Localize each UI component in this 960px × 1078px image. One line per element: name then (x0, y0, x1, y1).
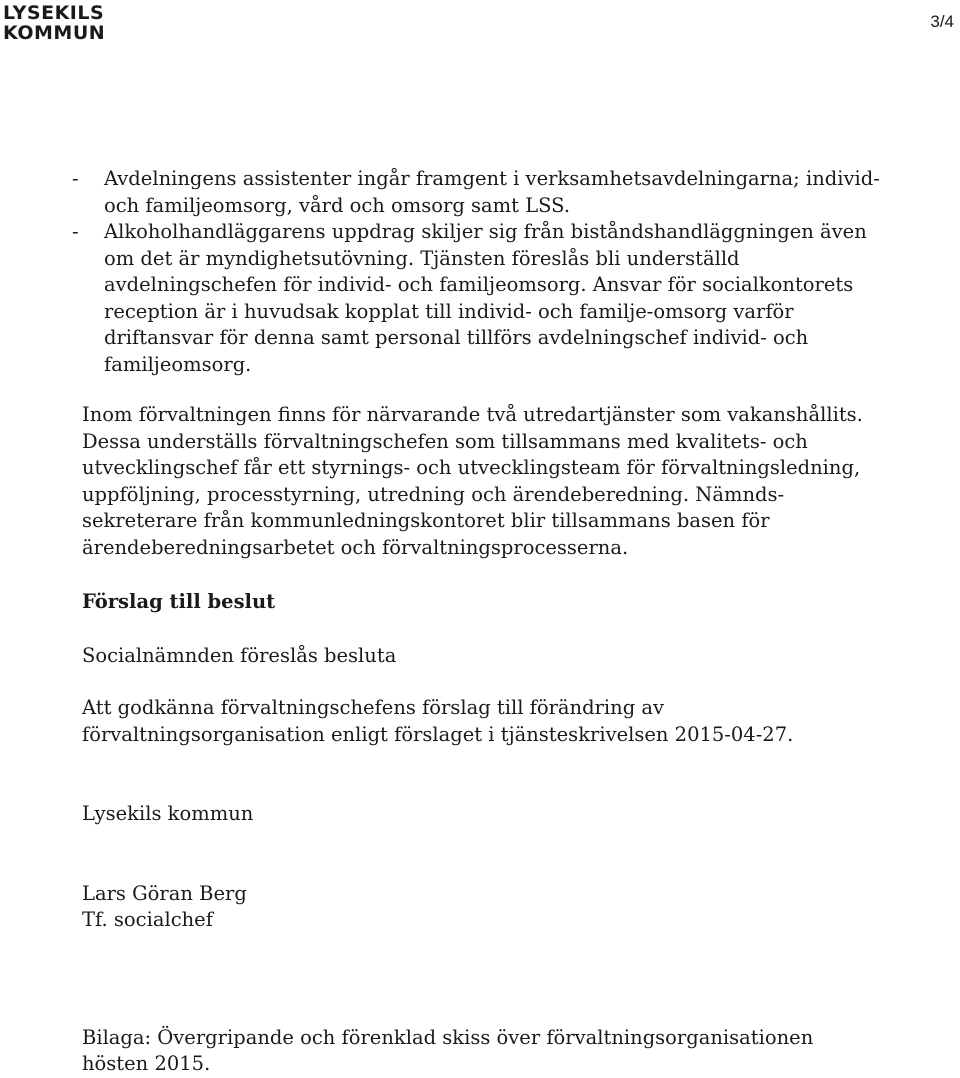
page-number: 3/4 (930, 12, 954, 31)
decision-intro: Socialnämnden föreslås besluta (82, 643, 397, 667)
signer-title: Tf. socialchef (82, 908, 213, 931)
signature-block (82, 881, 882, 934)
attachment-note: Bilaga: Övergripande och förenklad skiss över förvaltningsorganisationen hösten 2015. (82, 1025, 814, 1075)
bullet-text: Alkoholhandläggarens uppdrag skiljer sig från biståndshandläggningen även om det är myndighetsutövning. Tjänsten föreslås bli underställd avdelningschefen för individ- och familjeomsorg. Ansvar för socialkontorets reception är i huvudsak kopplat till individ- och familje-omsorg varför driftansvar för denna samt personal tillförs avdelningschef individ- och familjeomsorg. (104, 220, 867, 376)
bullet-item (35, 166, 892, 219)
document-body (72, 166, 882, 1078)
bullet-dash: - (72, 167, 79, 190)
decision-text: Att godkänna förvaltningschefens förslag till förändring av förvaltningsorganisation enligt förslaget i tjänsteskrivelsen 2015-04-27. (82, 696, 794, 746)
section-heading: Förslag till beslut (82, 590, 276, 613)
logo-line-1: LYSEKILS (3, 2, 105, 24)
signer-name: Lars Göran Berg (82, 881, 247, 905)
bullet-item (35, 219, 892, 378)
logo-line-2: KOMMUN (3, 22, 106, 44)
body-paragraph: Inom förvaltningen finns för närvarande två utredartjänster som vakanshållits. Dessa underställs förvaltningschefen som tillsammans med kvalitets- och utvecklingschef får ett styrnings- och utvecklingsteam för förvaltningsledning, uppföljning, processtyrning, utredning och ärendeberedning. Nämnds-sekreterare från kommunledningskontoret blir tillsammans basen för ärendeberedningsarbetet och förvaltningsprocesserna. (82, 403, 863, 559)
bullet-dash: - (72, 220, 79, 243)
municipality-logo (3, 3, 105, 43)
bullet-text: Avdelningens assistenter ingår framgent i verksamhetsavdelningarna; individ- och familjeomsorg, vård och omsorg samt LSS. (104, 167, 880, 217)
organization-name: Lysekils kommun (82, 802, 254, 825)
